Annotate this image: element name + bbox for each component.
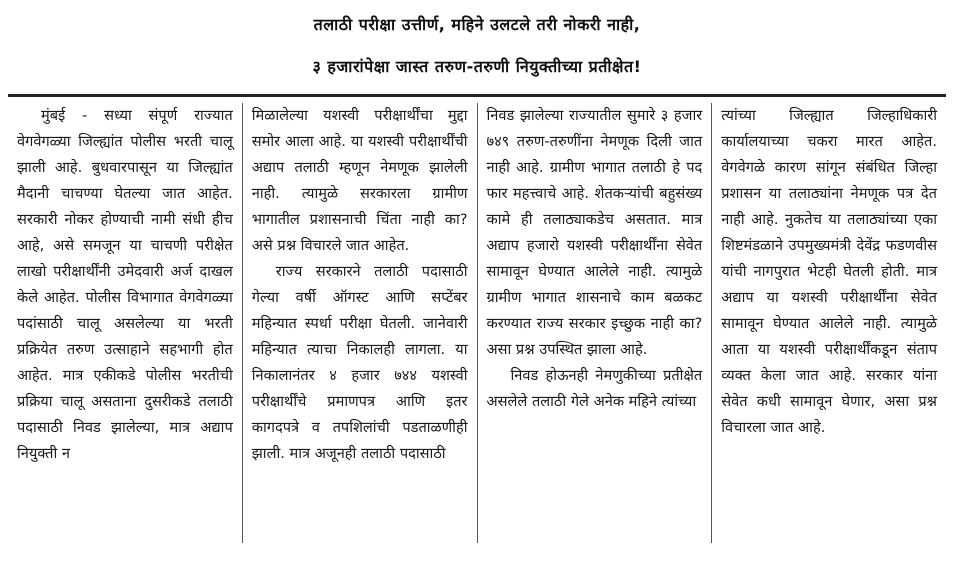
column-3 [477,103,712,543]
column-2 [242,103,477,543]
column-1 [8,103,242,543]
paragraph: निवड होऊनही नेमणुकीच्या प्रतीक्षेत असलेले तलाठी गेले अनेक महिने त्यांच्या [486,367,703,410]
headline-line-1: तलाठी परीक्षा उत्तीर्ण, महिने उलटले तरी नोकरी नाही, [313,15,641,34]
article-body [8,103,946,543]
headline-line-2: ३ हजारांपेक्षा जास्त तरुण-तरुणी नियुक्तीच्या प्रतीक्षेत! [312,57,642,76]
paragraph: मुंबई - सध्या संपूर्ण राज्यात वेगवेगळ्या जिल्ह्यांत पोलीस भरती चालू झाली आहे. बुधवारपासून या जिल्ह्यांत मैदानी चाचण्या घेतल्या जात आहेत. सरकारी नोकर होण्याची नामी संधी हीच आहे, असे समजून या चाचणी परीक्षेत लाखो परीक्षार्थींनी उमेदवारी अर्ज दाखल केले आहेत. पोलीस विभागात वेगवेगळ्या पदांसाठी चालू असलेल्या या भरती प्रक्रियेत तरुण उत्साहाने सहभागी होत आहेत. मात्र एकीकडे पोलीस भरतीची प्रक्रिया चालू असताना दुसरीकडे तलाठी पदासाठी निवड झालेल्या, मात्र अद्याप नियुक्ती न [17,107,233,462]
paragraph: त्यांच्या जिल्ह्यात जिल्हाधिकारी कार्यालयाच्या चकरा मारत आहेत. वेगवेगळे कारण सांगून संबंधित जिल्हा प्रशासन या तलाठ्यांना नेमणूक पत्र देत नाही आहे. नुकतेच या तलाठ्यांच्या एका शिष्टमंडळाने उपमुख्यमंत्री देवेंद्र फडणवीस यांची नागपुरात भेटही घेतली होती. मात्र अद्याप या यशस्वी परीक्षार्थींना सेवेत सामावून घेण्यात आलेले नाही. त्यामुळे आता या यशस्वी परीक्षार्थींकडून संताप व्यक्त केला जात आहे. सरकार यांना सेवेत कधी सामावून घेणार, असा प्रश्न विचारला जात आहे. [721,107,937,436]
paragraph: मिळालेल्या यशस्वी परीक्षार्थींचा मुद्दा समोर आला आहे. या यशस्वी परीक्षार्थींची अद्याप तलाठी म्हणून नेमणूक झालेली नाही. त्यामुळे सरकारला ग्रामीण भागातील प्रशासनाची चिंता नाही का? असे प्रश्न विचारले जात आहेत. [251,107,468,254]
column-4 [711,103,946,543]
paragraph: राज्य सरकारने तलाठी पदासाठी गेल्या वर्षी ऑगस्ट आणि सप्टेंबर महिन्यात स्पर्धा परीक्षा घेतली. जानेवारी महिन्यात त्याचा निकालही लागला. या निकालानंतर ४ हजार ७४४ यशस्वी परीक्षार्थींचे प्रमाणपत्र आणि इतर कागदपत्रे व तपशिलांची पडताळणीही झाली. मात्र अजूनही तलाठी पदासाठी [251,263,468,462]
headline [8,0,946,88]
paragraph: निवड झालेल्या राज्यातील सुमारे ३ हजार ७४९ तरुण-तरुणींना नेमणूक दिली जात नाही आहे. ग्रामीण भागात तलाठी हे पद फार महत्त्वाचे आहे. शेतकऱ्यांची बहुसंख्य कामे ही तलाठ्याकडेच असतात. मात्र अद्याप हजारो यशस्वी परीक्षार्थींना सेवेत सामावून घेण्यात आलेले नाही. त्यामुळे ग्रामीण भागात शासनाचे काम बळकट करण्यात राज्य सरकार इच्छुक नाही का? असा प्रश्न उपस्थित झाला आहे. [486,107,703,358]
headline-divider [8,94,946,97]
